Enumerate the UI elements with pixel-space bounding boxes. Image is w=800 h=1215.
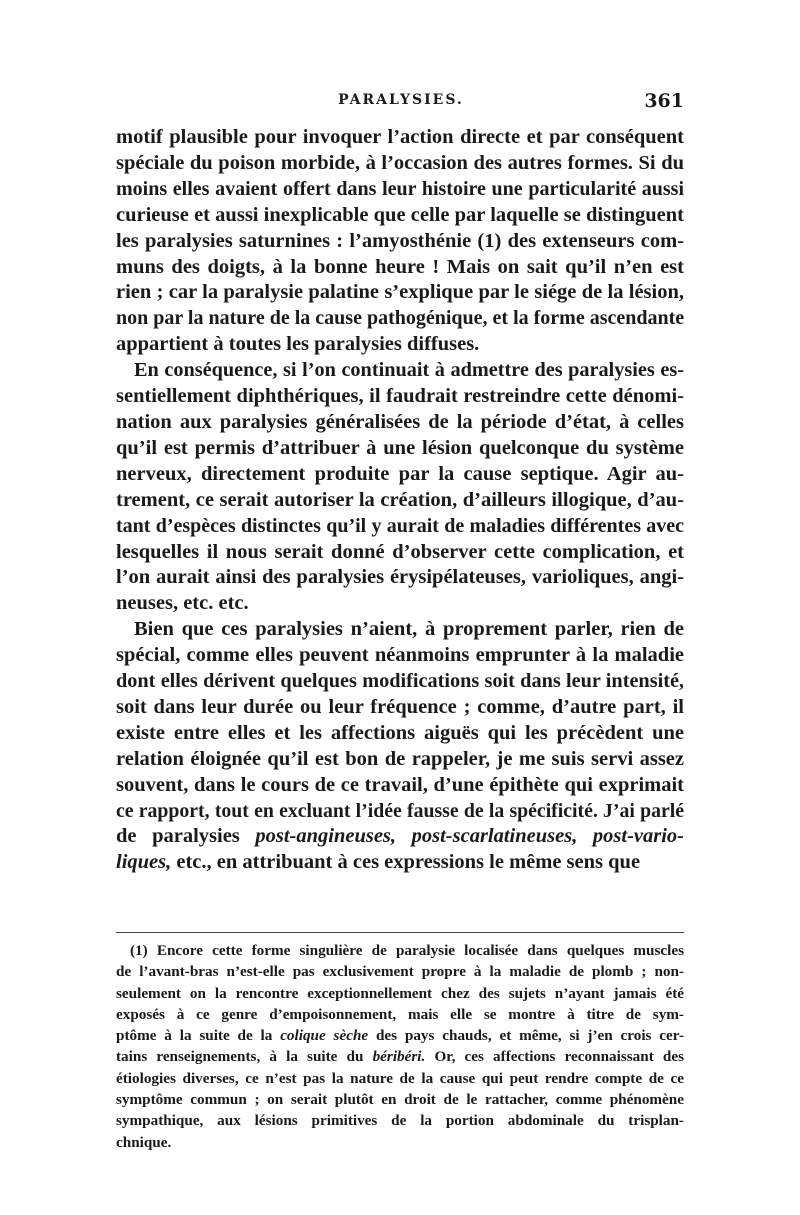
text-line: Bien que ces paralysies n’aient, à proprement parler, rien de [134, 618, 684, 641]
text-run: des pays chauds, et même, si j’en crois cer- [368, 1027, 685, 1045]
text-line: les paralysies saturnines : l’amyosthénie (1) des extenseurs com- [116, 229, 684, 252]
footnote-line: de l’avant-bras n’est-elle pas exclusivement propre à la maladie de plomb ; non- [116, 963, 684, 981]
text-run: Or, ces affections reconnaissant des [425, 1048, 684, 1066]
text-line-mixed [116, 824, 684, 850]
text-run: de paralysies [116, 825, 256, 848]
body-text [116, 125, 684, 876]
text-line: soit dans leur durée ou leur fréquence ; comme, d’autre part, il [116, 695, 684, 718]
text-line: ce rapport, tout en excluant l’idée fausse de la spécificité. J’ai parlé [116, 799, 684, 822]
footnote-divider [116, 932, 684, 933]
footnote-line: seulement on la rencontre exceptionnellement chez des sujets n’ayant jamais été [116, 984, 684, 1002]
footnote-line: étiologies diverses, ce n’est pas la nature de la cause qui peut rendre compte de ce [116, 1069, 684, 1087]
text-line: tant d’espèces distinctes qu’il y aurait de maladies différentes avec [116, 514, 684, 537]
footnote-line-mixed [116, 1025, 684, 1046]
text-line: relation éloignée qu’il est bon de rappeler, je me suis servi assez [116, 747, 684, 770]
text-line: non par la nature de la cause pathogénique, et la forme ascendante [116, 307, 685, 330]
text-line: spéciale du poison morbide, à l’occasion des autres formes. Si du [116, 151, 684, 174]
text-run: tains renseignements, à la suite du [116, 1048, 373, 1066]
text-line: En conséquence, si l’on continuait à admettre des paralysies es- [134, 359, 684, 382]
text-line: nation aux paralysies généralisées de la période d’état, à celles [116, 410, 684, 433]
footnote [116, 940, 684, 1153]
text-line: trement, ce serait autoriser la création, d’ailleurs illogique, d’au- [116, 488, 684, 511]
text-run: ptôme à la suite de la [116, 1027, 281, 1045]
italic-run: liques, [116, 851, 172, 874]
paragraph-1 [116, 125, 684, 358]
text-line: curieuse et aussi inexplicable que celle par laquelle se distinguent [116, 203, 684, 226]
paragraph-3 [116, 617, 684, 876]
text-line: souvent, dans le cours de ce travail, d’une épithète qui exprimait [116, 773, 684, 796]
text-line: motif plausible pour invoquer l’action directe et par conséquent [116, 126, 684, 148]
footnote-line: sympathique, aux lésions primitives de la portion abdominale du trisplan- [116, 1112, 684, 1130]
paragraph-2 [116, 358, 684, 617]
footnote-line: exposés à ce genre d’empoisonnement, mais elle se montre à titre de sym- [116, 1005, 684, 1023]
page-number: 361 [644, 90, 684, 112]
running-head [118, 92, 684, 116]
text-line-mixed [116, 850, 684, 876]
text-line: qu’il est permis d’attribuer à une lésion quelconque du système [116, 436, 684, 459]
italic-run: post-angineuses, post-scarlatineuses, post-vario- [255, 825, 685, 848]
footnote-line-mixed [116, 1046, 684, 1067]
text-line: lesquelles il nous serait donné d’observer cette complication, et [116, 540, 684, 563]
footnote-line: (1) Encore cette forme singulière de paralysie localisée dans quelques muscles [130, 942, 684, 959]
text-line: muns des doigts, à la bonne heure ! Mais on sait qu’il n’en est [116, 255, 684, 278]
text-line: rien ; car la paralysie palatine s’explique par le siége de la lésion, [116, 281, 684, 304]
text-line: spécial, comme elles peuvent néanmoins emprunter à la maladie [116, 644, 684, 667]
text-line: neuses, etc. etc. [116, 592, 249, 615]
text-line: appartient à toutes les paralysies diffuses. [116, 333, 480, 356]
text-line: moins elles avaient offert dans leur histoire une particularité aussi [116, 177, 684, 200]
running-title: PARALYSIES. [338, 92, 464, 108]
text-line: nerveux, directement produite par la cause septique. Agir au- [116, 462, 684, 485]
text-line: dont elles dérivent quelques modifications soit dans leur intensité, [116, 670, 684, 693]
text-line: l’on aurait ainsi des paralysies érysipélateuses, varioliques, angi- [116, 566, 684, 589]
italic-run: béribéri. [372, 1048, 426, 1066]
text-line: existe entre elles et les affections aiguës qui les précèdent une [116, 721, 684, 744]
footnote-line: chnique. [116, 1133, 172, 1151]
footnote-line: symptôme commun ; on serait plutôt en droit de le rattacher, comme phénomène [116, 1091, 684, 1109]
italic-run: colique sèche [280, 1027, 369, 1045]
text-line: sentiellement diphthériques, il faudrait restreindre cette dénomi- [116, 385, 684, 408]
text-run: etc., en attribuant à ces expressions le même sens que [171, 851, 641, 874]
